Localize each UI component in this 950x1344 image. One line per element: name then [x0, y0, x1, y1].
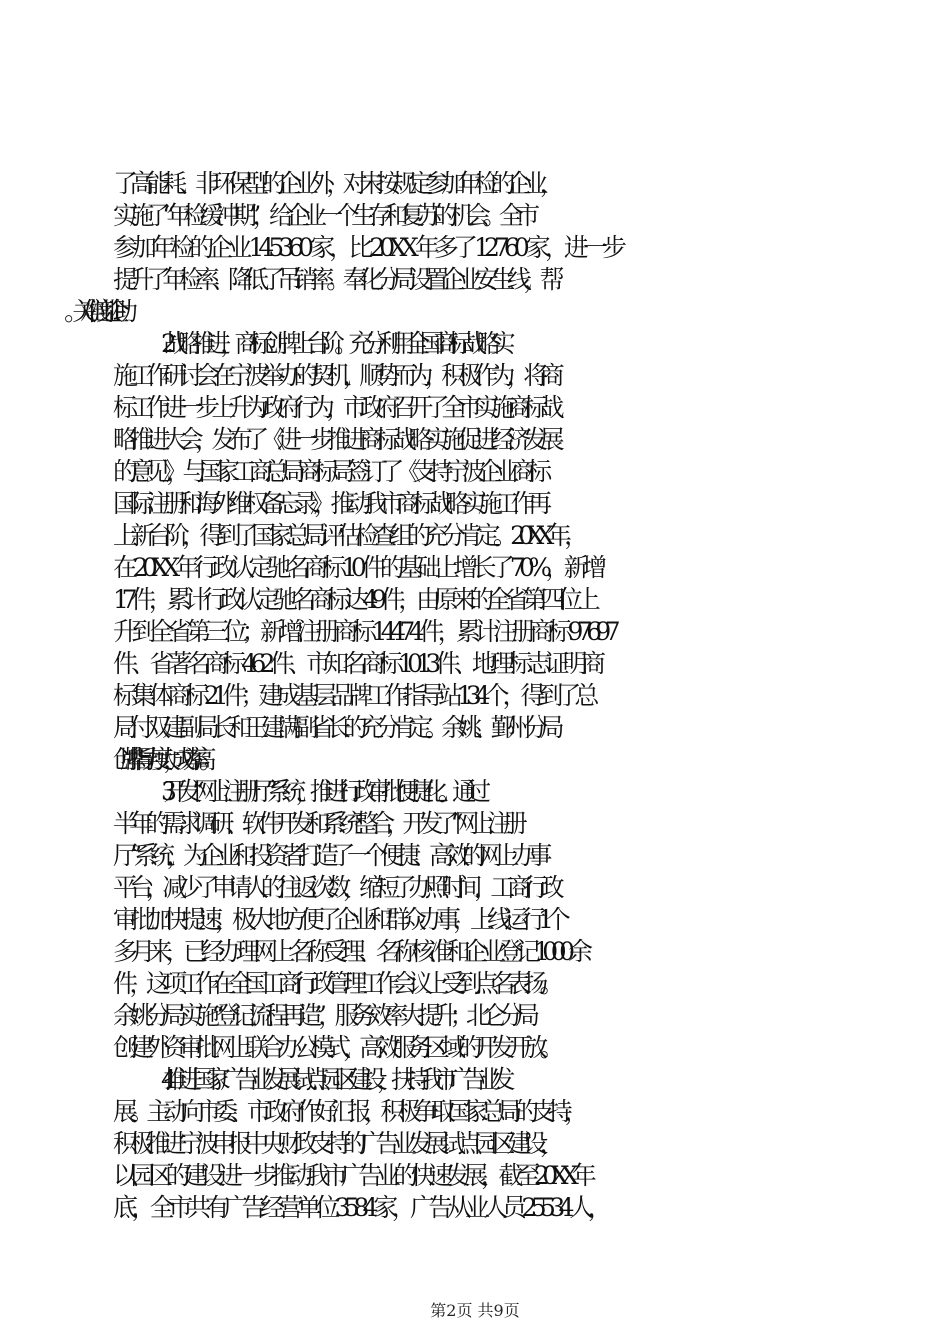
text-line: 展。主动向市委、市政府作好汇报，积极争取国家总局的支持， — [113, 1097, 582, 1126]
text-line: 了高能耗、非环保型的企业外，对未按规定参加年检的企业， — [113, 169, 557, 198]
text-line: 多月来，已经办理网上名称受理、名称核准和企业登记 1000 余 — [113, 937, 586, 966]
text-line: 局付双建副局长和王建满副省长的充分肯定。余姚、鄞州分局 — [113, 713, 557, 742]
text-line: 审批加快提速，极大地方便了企业和群众办事，上线运行 1 个 — [113, 905, 563, 934]
text-line: 略推进大会，发布了《进一步推进商标战略实施促进经济发展 — [113, 425, 557, 454]
text-line: 17 件，累计行政认定驰名商标达 49 件，由原来的全省第四位上 — [113, 585, 594, 614]
text-line: 标工作进一步上升为政府行为，市政府召开了全市实施商标战 — [113, 393, 557, 422]
text-line: 升到全省第三位；新增注册商标 14474 件，累计注册商标 97697 — [113, 617, 614, 646]
text-line: 在 20XX 年行政认定驰名商标 10 件的基础上增长了 70%，新增 — [113, 553, 601, 582]
text-line: 的意见》，与国家工商总局商标局签订了《支持宁波企业商标 — [113, 457, 544, 486]
page-footer: 第2页 共9页 — [430, 1301, 520, 1320]
text-line: 参加年检的企业 145360 家，比 20XX 年多了 12760 家，进一步 — [113, 233, 622, 262]
text-line: 半年的需求调研、软件开发和系统整合，开发了“网上注册 — [113, 809, 519, 838]
text-line: 创建外资审批网上联合办公模式，高效服务区域的开发开放。 — [113, 1033, 557, 1062]
text-line: 创牌指导力度大，成功率高。 — [113, 745, 207, 774]
text-line: 3.开发“网上注册厅”系统，推进行政审批便捷化。通过 — [161, 777, 481, 806]
text-line: 平台，减少了申请人的往返次数，缩短了办照时间，工商行政 — [113, 873, 557, 902]
text-line: 上新台阶，得到了国家总局评估检查组的充分肯定。20XX 年， — [113, 521, 582, 550]
text-line: 4.推进国家广告业发展试点园区建设，扶持我市广告业发 — [161, 1065, 505, 1094]
text-line: 厅”系统，为企业和投资者打造了一个便捷、高效的网上办事 — [113, 841, 544, 870]
text-line: 以园区的建设进一步推动我市广告业的快速发展，截至 20XX 年 — [113, 1161, 590, 1190]
text-line: 实施了“年检缓冲期”，给企业一个生存和复苏的机会。全市 — [113, 201, 532, 230]
text-line: 积极推进宁波申报中央财政支持的广告业发展试点园区建设， — [113, 1129, 557, 1158]
text-line: 国际注册和海外维权备忘录》，推动我市商标战略实施工作再 — [113, 489, 544, 518]
text-line: 件、省著名商标 462 件、市知名商标 1013 件、地理标志证明商 — [113, 649, 600, 678]
text-line: 施工作研讨会在宁波举办的契机，顺势而为，积极作为，将商 — [113, 361, 557, 390]
text-line: 余姚分局实施“登记流程再造”，服务效率大提升；北仑分局 — [113, 1001, 532, 1030]
text-line — [113, 296, 950, 328]
text-line: 底，全市共有广告经营单位 3584 家，广告从业人员 25534 人， — [113, 1193, 606, 1222]
text-line: 标集体商标 21 件；建成基层品牌工作指导站 134 个，得到了总 — [113, 681, 593, 710]
text-line: 2.战略推进，商标创牌上台阶。充分利用全国商标战略实 — [161, 329, 505, 358]
text-line: 提升了年检率、降低了吊销率。奉化分局设置企业安生线，帮 — [113, 265, 557, 294]
text-line: 件，这项工作在全国工商行政管理工作会议上受到点名表扬。 — [113, 969, 557, 998]
